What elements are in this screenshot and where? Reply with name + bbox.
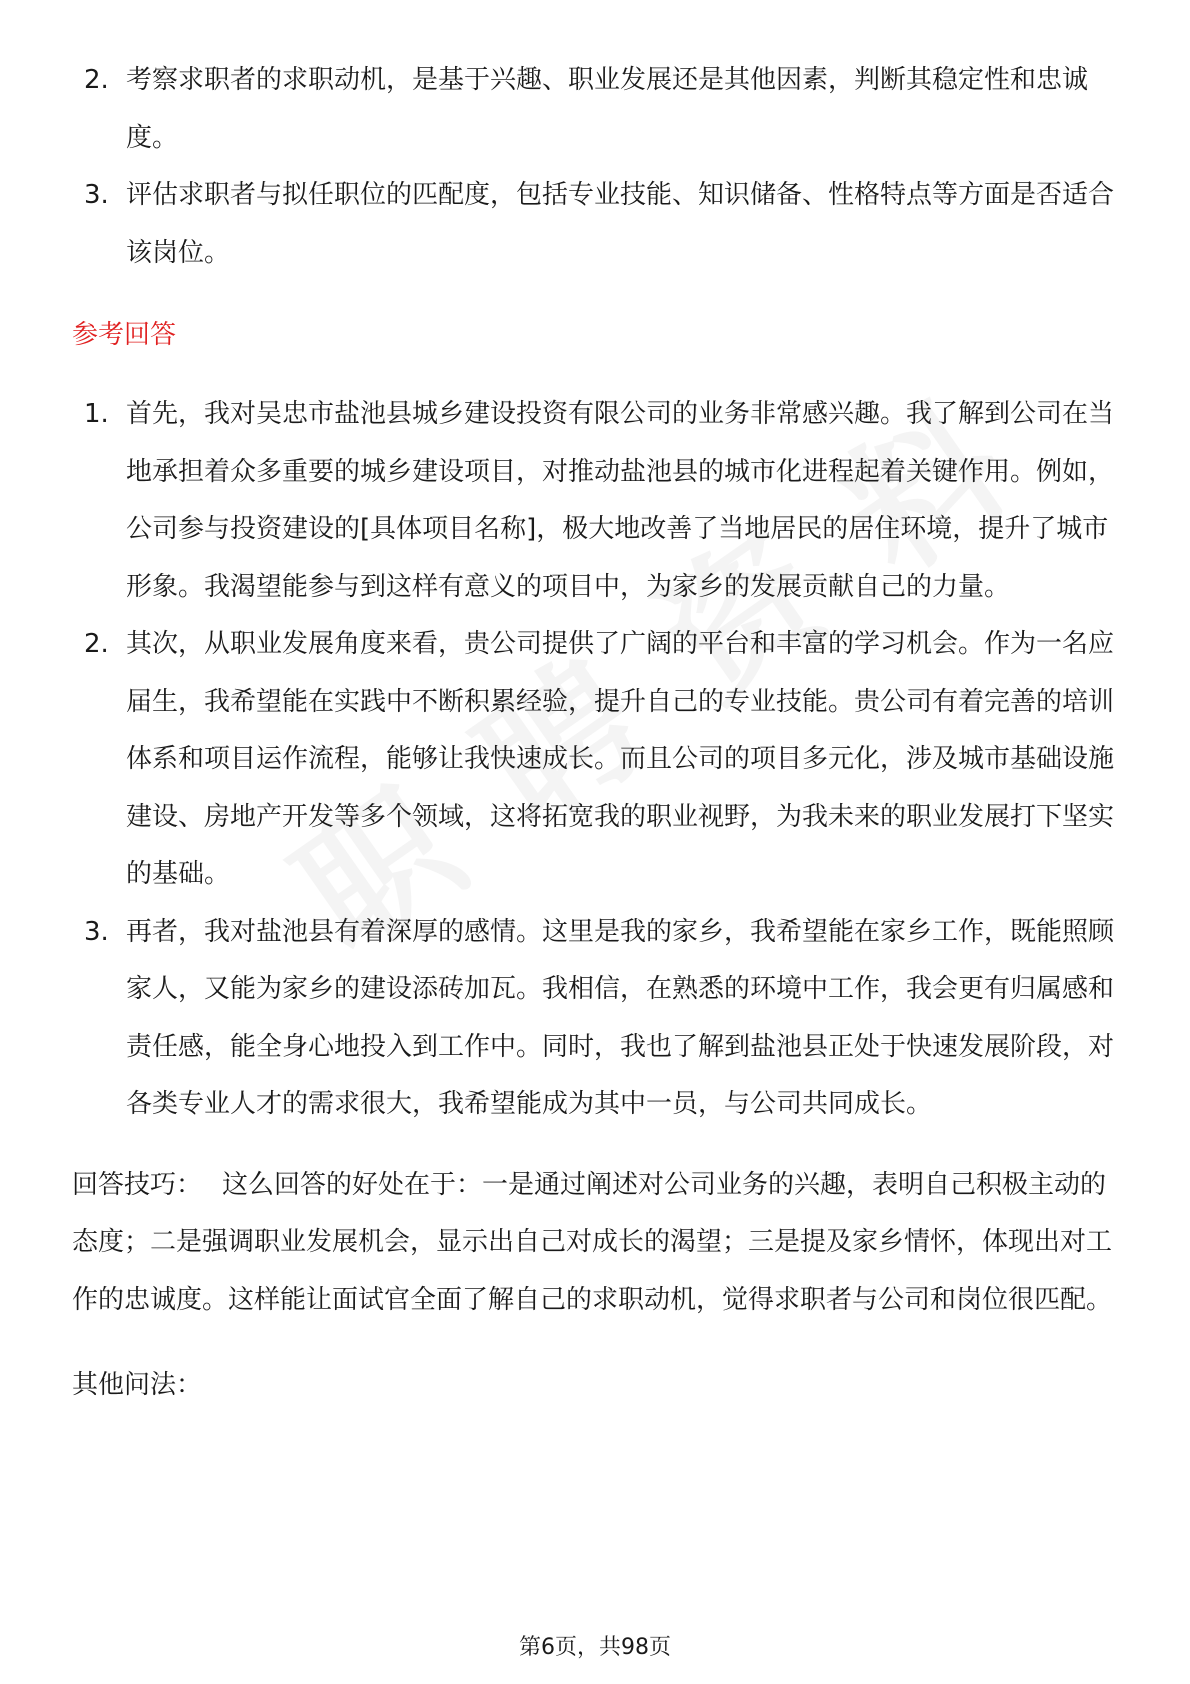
list-item-number: 2. bbox=[84, 629, 109, 659]
tips-label: 回答技巧： bbox=[72, 1169, 203, 1200]
list-item bbox=[72, 386, 1120, 616]
list-item-text: 评估求职者与拟任职位的匹配度，包括专业技能、知识储备、性格特点等方面是否适合该岗位。 bbox=[126, 180, 1115, 268]
list-item bbox=[72, 52, 1120, 167]
list-item bbox=[72, 167, 1120, 282]
page-footer: 第6页，共98页 bbox=[519, 1635, 671, 1660]
list-item bbox=[72, 616, 1120, 904]
list-item-text: 首先，我对吴忠市盐池县城乡建设投资有限公司的业务非常感兴趣。我了解到公司在当地承担着众多重要的城乡建设项目，对推动盐池县的城市化进程起着关键作用。例如，公司参与投资建设的[具体项目名称]，极大地改善了当地居民的居住环境，提升了城市形象。我渴望能参与到这样有意义的项目中，为家乡的发展贡献自己的力量。 bbox=[126, 399, 1115, 602]
answer-tips bbox=[72, 1157, 1120, 1330]
list-item-number: 3. bbox=[84, 180, 109, 210]
list-item-number: 1. bbox=[84, 399, 109, 429]
list-item-text: 考察求职者的求职动机，是基于兴趣、职业发展还是其他因素，判断其稳定性和忠诚度。 bbox=[126, 65, 1089, 153]
answer-list bbox=[72, 386, 1120, 1134]
intro-list bbox=[72, 52, 1120, 282]
page-content bbox=[72, 52, 1120, 1405]
answer-heading: 参考回答 bbox=[72, 320, 177, 350]
list-item-text: 再者，我对盐池县有着深厚的感情。这里是我的家乡，我希望能在家乡工作，既能照顾家人，又能为家乡的建设添砖加瓦。我相信，在熟悉的环境中工作，我会更有归属感和责任感，能全身心地投入到工作中。同时，我也了解到盐池县正处于快速发展阶段，对各类专业人才的需求很大，我希望能成为其中一员，与公司共同成长。 bbox=[126, 916, 1115, 1119]
tips-text: 这么回答的好处在于：一是通过阐述对公司业务的兴趣，表明自己积极主动的态度；二是强调职业发展机会，显示出自己对成长的渴望；三是提及家乡情怀，体现出对工作的忠诚度。这样能让面试官全面了解自己的求职动机，觉得求职者与公司和岗位很匹配。 bbox=[72, 1169, 1113, 1315]
list-item-number: 3. bbox=[84, 916, 109, 947]
list-item-number: 2. bbox=[84, 65, 109, 95]
other-questions-heading: 其他问法： bbox=[72, 1370, 203, 1400]
list-item bbox=[72, 904, 1120, 1134]
list-item-text: 其次，从职业发展角度来看，贵公司提供了广阔的平台和丰富的学习机会。作为一名应届生，我希望能在实践中不断积累经验，提升自己的专业技能。贵公司有着完善的培训体系和项目运作流程，能够让我快速成长。而且公司的项目多元化，涉及城市基础设施建设、房地产开发等多个领域，这将拓宽我的职业视野，为我未来的职业发展打下坚实的基础。 bbox=[126, 629, 1115, 889]
